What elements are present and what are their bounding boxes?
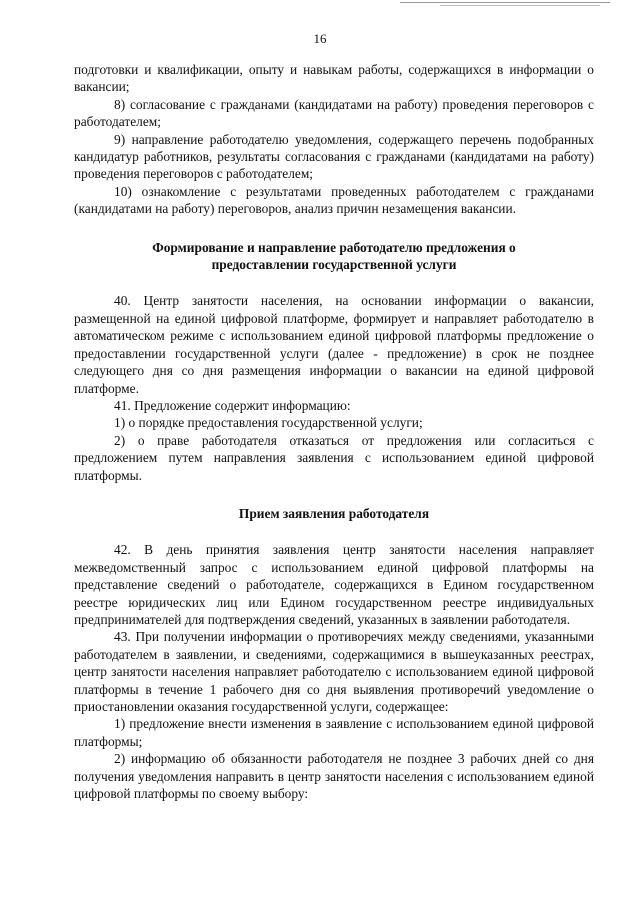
paragraph-group-top [74,61,594,218]
document-body [74,61,594,802]
page-number: 16 [313,31,327,46]
paragraph-group-proposal [74,292,594,483]
paragraph: 1) о порядке предоставления государственной услуги; [114,415,423,431]
section-heading-application: Прием заявления работодателя [238,505,430,521]
paragraph: 9) направление работодателю уведомления, содержащего перечень подобранных кандидатур работников, результаты согласования с гражданами (кандидатами на работу) проведения переговоров с работодателем; [74,131,594,182]
paragraph: 10) ознакомление с результатами проведенных работодателем с гражданами (кандидатами на работу) переговоров, анализ причин незамещения вакансии. [74,183,594,217]
paragraph-group-application [74,541,594,802]
header-rule-secondary [440,5,600,6]
header-rule [400,2,610,3]
paragraph: 2) о праве работодателя отказаться от предложения или согласиться с предложением путем направления заявления с использованием единой цифровой платформы. [74,432,594,483]
paragraph: 1) предложение внести изменения в заявление с использованием единой цифровой платформы; [74,716,594,749]
paragraph: 42. В день принятия заявления центр занятости населения направляет межведомственный запрос с использованием единой цифровой платформы на представление сведений о работодателе, содержащихся в Едином государственном реестре юридических лиц или Едином государственном реестре индивидуальных предпринимателей для подтверждения сведений, указанных в заявлении работодателя. [74,542,594,627]
paragraph: 40. Центр занятости населения, на основании информации о вакансии, размещенной на единой цифровой платформе, формирует и направляет работодателю в автоматическом режиме с использованием единой цифровой платформы предложение о предоставлении государственной услуги (далее - предложение) в срок не позднее следующего дня со дня размещения информации о вакансии на единой цифровой платформе. [74,293,594,396]
paragraph: подготовки и квалификации, опыту и навыкам работы, содержащихся в информации о вакансии; [74,62,594,95]
paragraph: 43. При получении информации о противоречиях между сведениями, указанными работодателем в заявлении, и сведениями, содержащимися в вышеуказанных реестрах, центр занятости населения направляет работодателю с использованием единой цифровой платформы в течение 1 рабочего дня со дня выявления противоречий уведомление о приостановлении оказания государственной услуги, содержащее: [74,629,594,714]
paragraph: 8) согласование с гражданами (кандидатами на работу) проведения переговоров с работодателем; [74,96,594,130]
paragraph: 41. Предложение содержит информацию: [114,397,351,413]
section-heading-proposal: Формирование и направление работодателю предложения о предоставлении государственной услуги [152,239,516,273]
paragraph: 2) информацию об обязанности работодателя не позднее 3 рабочих дней со дня получения уведомления направить в центр занятости населения с использованием единой цифровой платформы по своему выбору: [74,751,594,802]
